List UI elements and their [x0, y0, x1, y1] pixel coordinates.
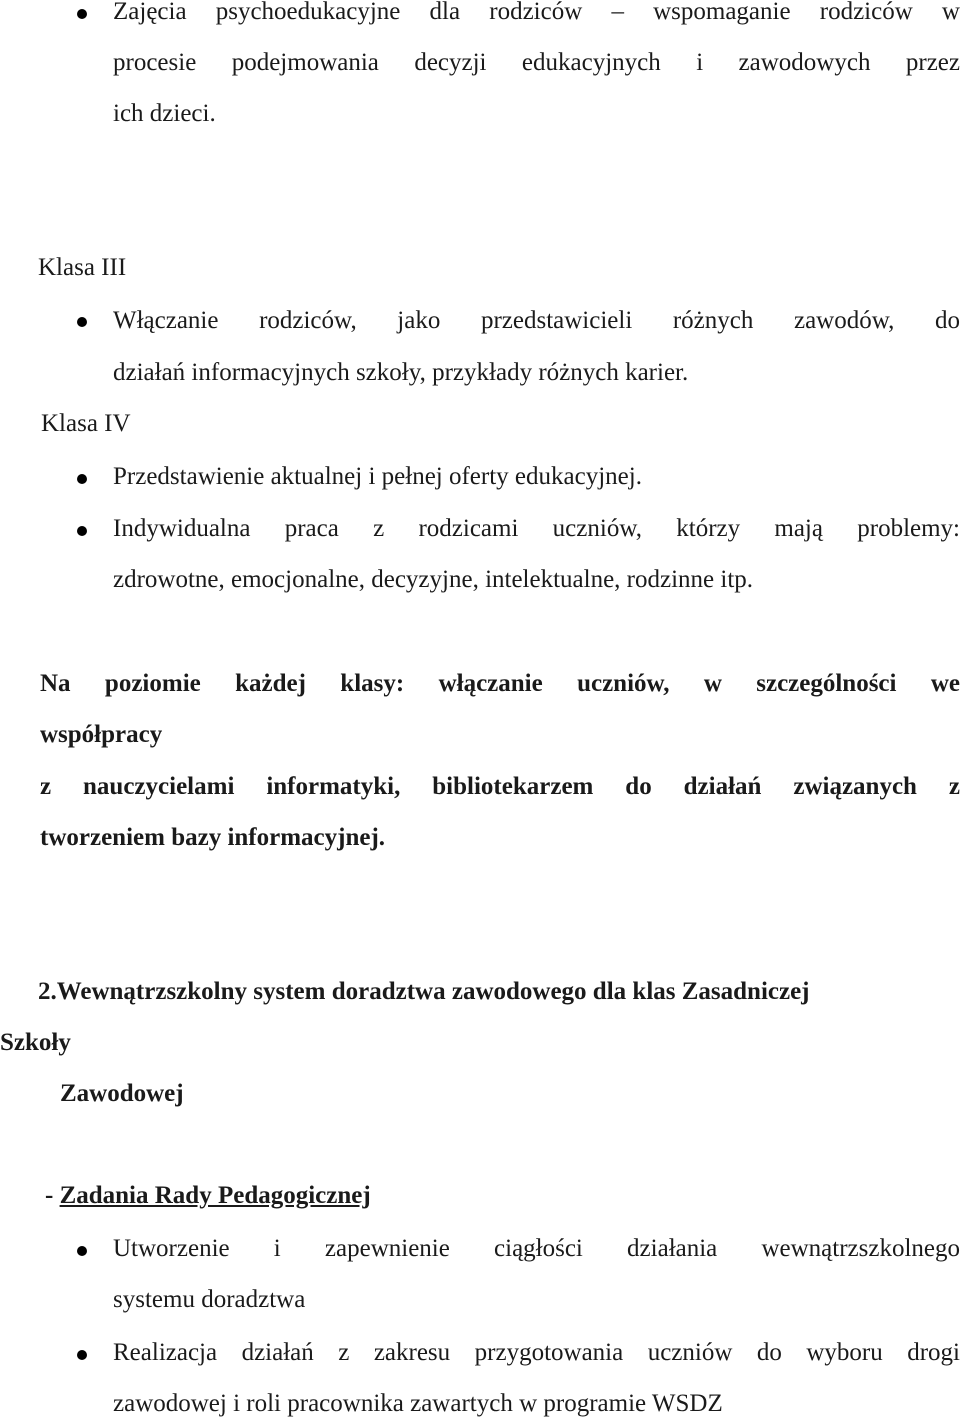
bullet-icon	[77, 317, 87, 327]
bullet-icon	[77, 9, 87, 19]
list-item-line: Zajęcia psychoedukacyjne dla rodziców – wspomaganie rodziców w	[113, 0, 960, 25]
list-item-line: Włączanie rodziców, jako przedstawicieli różnych zawodów, do	[113, 307, 960, 334]
list-item-line: zawodowej i roli pracownika zawartych w programie WSDZ	[113, 1390, 723, 1417]
list-item-line: zdrowotne, emocjonalne, decyzyjne, intelektualne, rodzinne itp.	[113, 566, 754, 593]
list-item-line: procesie podejmowania decyzji edukacyjnych i zawodowych przez	[113, 49, 960, 76]
class-heading: Klasa IV	[41, 410, 131, 437]
note-line: Na poziomie każdej klasy: włączanie uczniów, w szczególności we	[40, 670, 960, 697]
list-item-line: Realizacja działań z zakresu przygotowania uczniów do wyboru drogi	[113, 1339, 960, 1366]
section-title: 2.Wewnątrzszkolny system doradztwa zawodowego dla klas Zasadniczej	[38, 978, 810, 1005]
bullet-icon	[77, 1350, 87, 1360]
list-item-line: systemu doradztwa	[113, 1286, 306, 1313]
bullet-icon	[77, 1246, 87, 1256]
bullet-icon	[77, 526, 87, 536]
note-line: współpracy	[40, 721, 163, 748]
list-item-line: Przedstawienie aktualnej i pełnej oferty edukacyjnej.	[113, 463, 642, 490]
tasks-heading-text: Zadania Rady Pedagogicznej	[59, 1182, 371, 1209]
note-line: z nauczycielami informatyki, bibliotekarzem do działań związanych z	[40, 773, 960, 800]
list-item-line: działań informacyjnych szkoły, przykłady różnych karier.	[113, 359, 689, 386]
list-item-line: Utworzenie i zapewnienie ciągłości działania wewnątrzszkolnego	[113, 1235, 960, 1262]
list-item-line: Indywidualna praca z rodzicami uczniów, którzy mają problemy:	[113, 515, 960, 542]
list-item-line: ich dzieci.	[113, 100, 216, 127]
section-title: Szkoły	[0, 1029, 71, 1056]
class-heading: Klasa III	[38, 254, 127, 281]
note-line: tworzeniem bazy informacyjnej.	[40, 824, 386, 851]
tasks-heading-prefix: -	[45, 1182, 60, 1209]
bullet-icon	[77, 474, 87, 484]
section-title: Zawodowej	[60, 1080, 184, 1107]
tasks-heading	[45, 1181, 371, 1211]
